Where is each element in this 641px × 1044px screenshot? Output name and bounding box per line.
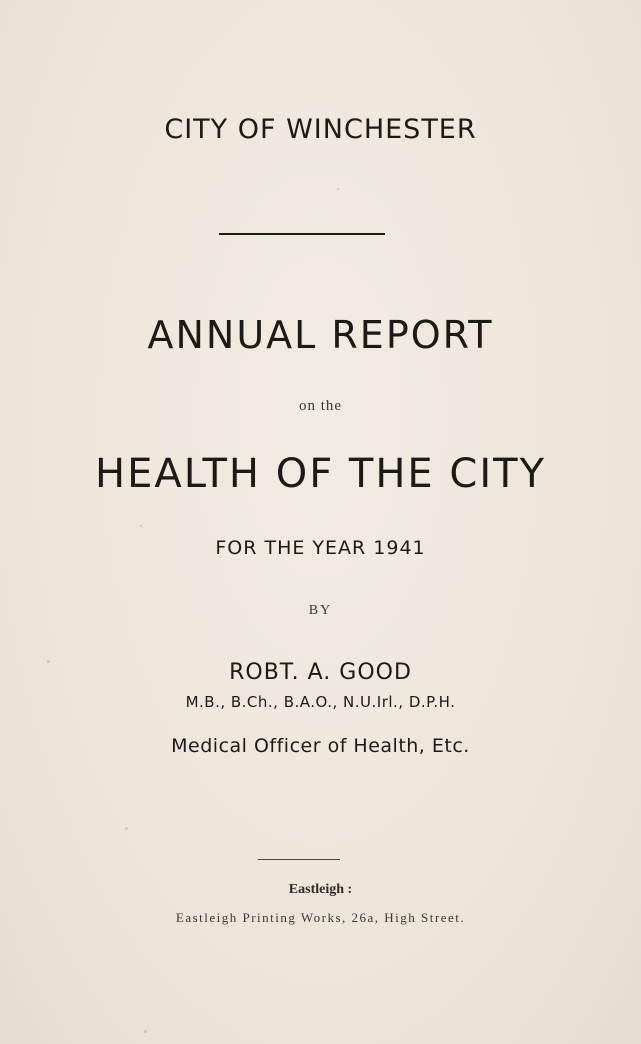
printer-address: Eastleigh Printing Works, 26a, High Street. xyxy=(175,910,466,925)
paper-speck xyxy=(47,660,50,663)
report-year: FOR THE YEAR 1941 xyxy=(215,537,426,559)
paper-speck xyxy=(337,188,339,190)
report-title: ANNUAL REPORT xyxy=(147,313,494,357)
subject-title: HEALTH OF THE CITY xyxy=(94,451,547,497)
author-name: ROBT. A. GOOD xyxy=(229,660,412,685)
top-divider-rule xyxy=(219,233,385,235)
bottom-divider-rule xyxy=(258,859,340,860)
author-degrees: M.B., B.Ch., B.A.O., N.U.Irl., D.P.H. xyxy=(185,693,456,711)
paper-speck xyxy=(144,1030,147,1033)
printer-place: Eastleigh : xyxy=(288,882,353,897)
author-office: Medical Officer of Health, Etc. xyxy=(171,735,470,757)
paper-speck xyxy=(125,827,128,830)
city-title: CITY OF WINCHESTER xyxy=(164,114,477,145)
on-the-text: on the xyxy=(298,398,343,414)
by-text: BY xyxy=(308,603,333,618)
paper-speck xyxy=(140,525,142,527)
